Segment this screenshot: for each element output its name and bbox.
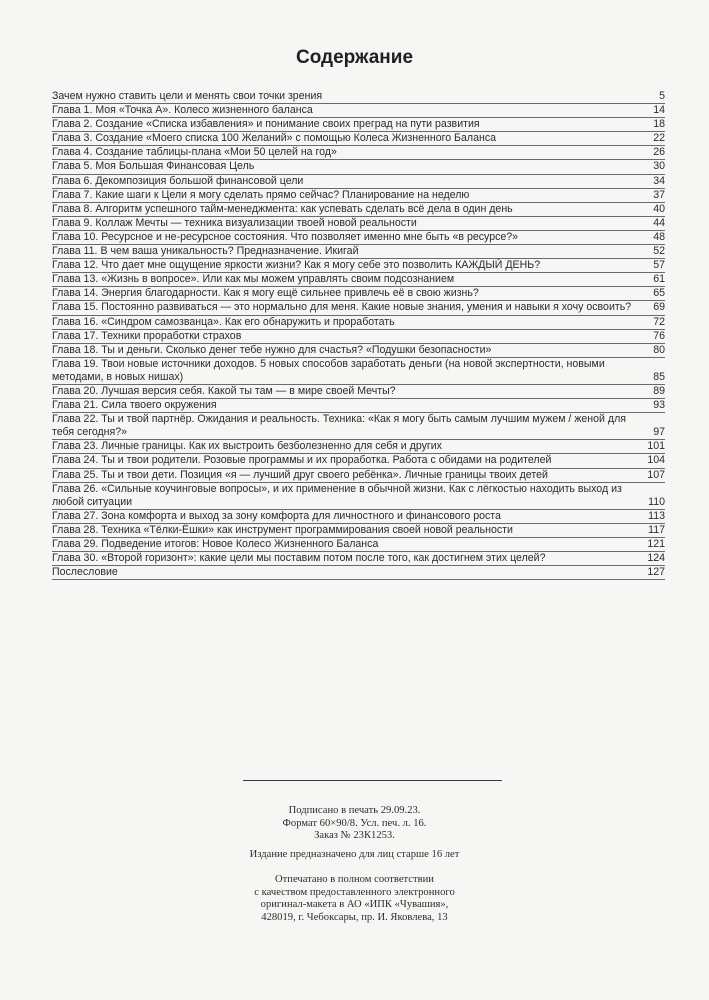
toc-row <box>52 217 665 231</box>
toc-entry-title: Глава 2. Создание «Списка избавления» и понимание своих преград на пути развития <box>52 118 480 131</box>
imprint-order: Заказ № 23К1253. <box>314 830 395 842</box>
toc-entry-page: 48 <box>653 230 665 243</box>
toc-entry-page: 22 <box>653 132 665 145</box>
toc-entry-page: 104 <box>647 454 665 467</box>
toc-entry-title: Глава 18. Ты и деньги. Сколько денег тебе нужно для счастья? «Подушки безопасности» <box>52 343 492 356</box>
toc-entry-title: Глава 25. Ты и твои дети. Позиция «я — лучший друг своего ребёнка». Личные границы твоих детей <box>52 468 548 481</box>
toc-entry-title: Глава 22. Ты и твой партнёр. Ожидания и реальность. Техника: «Как я могу быть самым лучшим мужем / женой для тебя сегодня?» <box>52 413 627 439</box>
toc-entry-page: 101 <box>647 440 665 453</box>
toc-row <box>52 440 665 454</box>
toc-entry-title: Глава 23. Личные границы. Как их выстроить безболезненно для себя и других <box>52 440 442 453</box>
imprint-printed-1: Отпечатано в полном соответствии <box>275 874 434 885</box>
toc-entry-page: 61 <box>653 273 665 286</box>
toc-entry-page: 80 <box>653 343 665 356</box>
toc-entry-title: Глава 12. Что дает мне ощущение яркости жизни? Как я могу себе это позволить КАЖДЫЙ ДЕНЬ? <box>52 259 541 272</box>
toc-entry-title: Глава 1. Моя «Точка А». Колесо жизненного баланса <box>52 104 313 117</box>
toc-entry-title: Глава 29. Подведение итогов: Новое Колесо Жизненного Баланса <box>52 538 379 550</box>
toc-row <box>52 203 665 217</box>
toc-entry-page: 97 <box>653 426 665 439</box>
toc-row <box>52 175 665 189</box>
toc-entry-page: 69 <box>653 301 665 314</box>
toc-row <box>52 454 665 468</box>
toc-entry-title: Глава 4. Создание таблицы-плана «Мои 50 целей на год» <box>52 146 337 159</box>
toc-entry-title: Глава 30. «Второй горизонт»: какие цели мы поставим потом после того, как достигнем этих целей? <box>52 552 546 565</box>
toc-entry-page: 34 <box>653 174 665 187</box>
toc-entry-title: Глава 21. Сила твоего окружения <box>52 399 217 412</box>
imprint-signed: Подписано в печать 29.09.23. <box>288 805 421 816</box>
toc-row <box>52 189 665 203</box>
toc-entry-title: Зачем нужно ставить цели и менять свои точки зрения <box>52 90 323 102</box>
toc-row <box>52 160 665 174</box>
toc-entry-page: 30 <box>653 160 665 173</box>
toc-entry-title: Глава 17. Техники проработки страхов <box>52 329 242 342</box>
imprint-age: Издание предназначено для лиц старше 16 лет <box>249 849 460 860</box>
toc-row <box>52 413 665 440</box>
toc-entry-page: 14 <box>653 104 665 117</box>
toc-entry-page: 40 <box>653 202 665 215</box>
toc-entry-title: Глава 15. Постоянно развиваться — это нормально для меня. Какие новые знания, умения и навыки я хочу освоить? <box>52 301 632 314</box>
toc-row <box>52 552 665 566</box>
toc-entry-page: 124 <box>647 552 665 565</box>
toc-row <box>52 538 665 552</box>
toc-entry-page: 127 <box>647 566 665 579</box>
toc-entry-title: Глава 28. Техника «Тёлки-Ёшки» как инструмент программирования своей новой реальности <box>52 523 513 536</box>
toc-row <box>52 245 665 259</box>
imprint-printed-2: с качеством предоставленного электронного <box>254 886 455 898</box>
toc-entry-title: Глава 24. Ты и твои родители. Розовые программы и их проработка. Работа с обидами на родителей <box>52 454 552 467</box>
imprint-printed-4: 428019, г. Чебоксары, пр. И. Яковлева, 13 <box>261 911 448 923</box>
toc-entry-title: Глава 5. Моя Большая Финансовая Цель <box>52 160 255 173</box>
toc-entry-page: 117 <box>648 523 665 536</box>
toc-entry-page: 89 <box>653 384 665 397</box>
toc-row <box>52 132 665 146</box>
toc-row <box>52 566 665 580</box>
imprint-age-rating <box>0 849 709 862</box>
toc-entry-page: 52 <box>653 245 665 258</box>
toc-entry-title: Глава 3. Создание «Моего списка 100 Желаний» с помощью Колеса Жизненного Баланса <box>52 132 497 145</box>
toc-entry-title: Глава 6. Декомпозиция большой финансовой цели <box>52 174 304 187</box>
toc-row <box>52 524 665 538</box>
toc-entry-title: Глава 8. Алгоритм успешного тайм-менеджмента: как успевать сделать всё дела в один день <box>52 202 513 215</box>
toc-entry-page: 37 <box>653 188 665 201</box>
toc-entry-title: Глава 26. «Сильные коучинговые вопросы», и их применение в обычной жизни. Как с лёгкостью находить выход из любой ситуации <box>52 482 622 508</box>
toc-entry-title: Глава 7. Какие шаги к Цели я могу сделать прямо сейчас? Планирование на неделю <box>52 188 470 201</box>
toc-entry-page: 110 <box>648 495 665 508</box>
toc-entry-page: 93 <box>653 399 665 412</box>
toc-entry-page: 72 <box>653 315 665 328</box>
toc-entry-page: 113 <box>648 509 665 522</box>
toc-entry-page: 44 <box>653 216 665 229</box>
toc-row <box>52 301 665 315</box>
divider-rule <box>243 780 502 781</box>
toc-entry-page: 26 <box>653 146 665 159</box>
toc-row <box>52 118 665 132</box>
toc-entry-title: Глава 11. В чем ваша уникальность? Предназначение. Икигай <box>52 245 359 258</box>
toc-entry-page: 57 <box>653 259 665 272</box>
toc-entry-title: Глава 14. Энергия благодарности. Как я могу ещё сильнее привлечь её в свою жизнь? <box>52 287 479 300</box>
imprint-printer <box>0 874 709 924</box>
toc-entry-title: Глава 10. Ресурсное и не-ресурсное состояния. Что позволяет именно мне быть «в ресурсе?» <box>52 230 519 243</box>
imprint-printed-3: оригинал-макета в АО «ИПК «Чувашия», <box>260 899 449 911</box>
toc-row <box>52 385 665 399</box>
toc-row <box>52 90 665 104</box>
toc-row <box>52 259 665 273</box>
imprint-format: Формат 60×90/8. Усл. печ. л. 16. <box>282 817 427 829</box>
toc-entry-title: Глава 16. «Синдром самозванца». Как его обнаружить и проработать <box>52 315 395 328</box>
toc-entry-page: 5 <box>659 90 665 102</box>
page-title: Содержание <box>295 47 414 68</box>
imprint-print-details <box>0 805 709 843</box>
toc-entry-title: Глава 19. Твои новые источники доходов. 5 новых способов заработать деньги (на новой экспертности, новыми методами, в новых нишах) <box>52 357 605 383</box>
toc-entry-page: 76 <box>653 329 665 342</box>
toc-row <box>52 344 665 358</box>
toc-entry-page: 121 <box>647 538 665 550</box>
toc-entry-page: 85 <box>653 370 665 383</box>
toc-entry-title: Глава 20. Лучшая версия себя. Какой ты там — в мире своей Мечты? <box>52 384 396 397</box>
toc-entry-title: Глава 13. «Жизнь в вопросе». Или как мы можем управлять своим подсознанием <box>52 273 455 286</box>
toc-row <box>52 287 665 301</box>
toc-entry-title: Глава 9. Коллаж Мечты — техника визуализации твоей новой реальности <box>52 216 417 229</box>
toc-row <box>52 316 665 330</box>
toc-entry-page: 18 <box>653 118 665 131</box>
table-of-contents <box>52 90 665 580</box>
toc-row <box>52 330 665 344</box>
toc-row <box>52 231 665 245</box>
toc-row <box>52 510 665 524</box>
toc-row <box>52 358 665 385</box>
toc-entry-page: 107 <box>647 468 665 481</box>
toc-row <box>52 104 665 118</box>
toc-row <box>52 469 665 483</box>
toc-entry-page: 65 <box>653 287 665 300</box>
toc-row <box>52 146 665 160</box>
toc-entry-title: Глава 27. Зона комфорта и выход за зону комфорта для личностного и финансового роста <box>52 509 501 522</box>
toc-row <box>52 399 665 413</box>
toc-entry-title: Послесловие <box>52 566 118 579</box>
toc-row <box>52 483 665 510</box>
toc-row <box>52 273 665 287</box>
